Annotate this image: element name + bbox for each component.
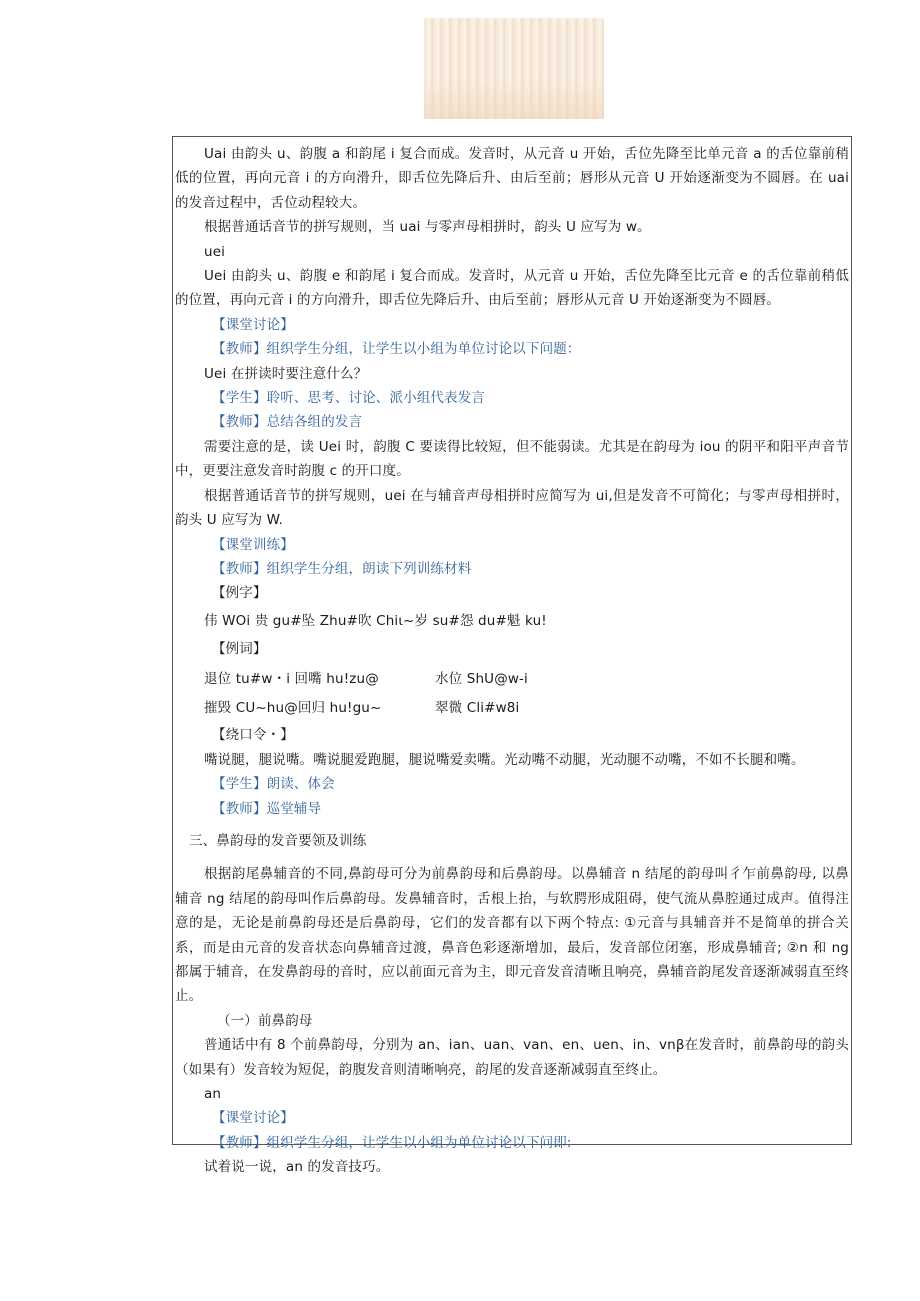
tag-classroom-training: 【课堂训练】 [212, 536, 294, 553]
uei-spelling-rule: 根据普通话音节的拼写规则，uei 在与辅音声母相拼时应简写为 ui,但是发音不可简化；与零声母相拼时，韵头 U 应写为 W. [175, 487, 849, 529]
example-words-row-2 [175, 696, 849, 720]
tag-student-read: 【学生】朗读、体会 [212, 776, 335, 793]
label-example-chars: 【例字】 [212, 585, 267, 602]
uai-spelling-rule: 根据普通话音节的拼写规则，当 uai 与零声母相拼时，韵头 U 应写为 w。 [204, 219, 651, 236]
question-uei: Uei 在拼读时要注意什么？ [204, 365, 368, 382]
label-example-words: 【例词】 [212, 641, 267, 658]
nasal-intro: 根据韵尾鼻辅音的不同,鼻韵母可分为前鼻韵母和后鼻韵母。以鼻辅音 n 结尾的韵母叫彳乍前鼻韵母, 以鼻辅音 ng 结尾的韵母叫作后鼻韵母。发鼻辅音时，舌根上抬，与软腭形成阻碍，使气流从鼻腔通过成声。值得注意的是，无论是前鼻韵母还是后鼻韵母，它们的发音都有以下两个特点: ①元音与具辅音并不是简单的拼合关系，而是由元音的发音状态向鼻辅音过渡，鼻音色彩逐渐增加，最后，发音部位闭塞，形成鼻辅音; ②n 和 ng 都属于辅音，在发鼻韵母的音时，应以前面元音为主，即元音发音清晰且响亮，鼻辅音韵尾发音逐渐减弱直至终止。 [175, 866, 849, 1005]
tag-teacher-patrol: 【教师】巡堂辅导 [212, 800, 322, 817]
example-chars: 伟 WOi 贵 gu#坠 Zhu#吹 Chiι~岁 su#怨 du#魁 ku! [204, 612, 547, 629]
question-an: 试着说一说，an 的发音技巧。 [204, 1159, 390, 1176]
example-word-1b: 水位 ShU@w-i [435, 670, 528, 687]
label-tongue-twister: 【绕口令・】 [212, 727, 294, 744]
an-heading: an [204, 1086, 222, 1103]
front-nasal-description: 普通话中有 8 个前鼻韵母，分别为 an、ian、uan、van、en、uen、in、vnβ在发音时，前鼻韵母的韵头（如果有）发音较为短促，韵腹发音则清晰响亮，韵尾的发音逐渐减弱直至终止。 [175, 1037, 849, 1078]
uei-description: Uei 由韵头 u、韵腹 e 和韵尾 i 复合而成。发音时，从元音 u 开始，舌位先降至比元音 e 的舌位靠前稍低的位置，再向元音 i 的方向滑升，即舌位先降后升、由后至前；唇形从元音 U 开始逐渐变为不圆唇。 [175, 268, 849, 309]
uai-description: Uai 由韵头 u、韵腹 a 和韵尾 i 复合而成。发音时，从元音 u 开始，舌位先降至比单元音 a 的舌位靠前稍低的位置，再向元音 i 的方向滑升，即舌位先降后升、由后至前；唇形从元音 U 开始逐渐变为不圆唇。在 uai 的发音过程中，舌位动程较大。 [175, 146, 849, 211]
section-three-heading: 三、鼻韵母的发音要领及训练 [189, 832, 367, 849]
tag-classroom-discussion: 【课堂讨论】 [212, 316, 294, 333]
example-word-2b: 翠微 Cli#w8i [435, 699, 520, 716]
tongue-twister: 嘴说腿，腿说嘴。嘴说腿爱跑腿，腿说嘴爱卖嘴。光动嘴不动腿，光动腿不动嘴，不如不长腿和嘴。 [204, 751, 805, 768]
tag-classroom-discussion-2: 【课堂讨论】 [212, 1110, 294, 1127]
tag-teacher-organize-reading: 【教师】组织学生分组，朗读下列训练材料 [212, 560, 472, 577]
lesson-content-box [172, 136, 852, 1176]
tag-teacher-organize-discussion-2: 【教师】组织学生分组，让学生以小组为单位讨论以下问即: [212, 1134, 572, 1151]
tag-student-discuss: 【学生】聆听、思考、讨论、派小组代表发言 [212, 390, 485, 407]
uei-note: 需要注意的是，读 Uei 时，韵腹 C 要读得比较短，但不能弱读。尤其是在韵母为 iou 的阴平和阳平声音节中，更要注意发音时韵腹 c 的开口度。 [175, 438, 849, 480]
header-decorative-image [424, 18, 604, 119]
tag-teacher-organize-discussion: 【教师】组织学生分组，让学生以小组为单位讨论以下问题： [212, 341, 581, 358]
example-word-2a: 摧毁 CU~hu@回归 hu!gu~ [204, 699, 382, 716]
front-nasal-subheading: （一）前鼻韵母 [217, 1012, 313, 1029]
uei-heading: uei [204, 243, 226, 260]
example-word-1a: 退位 tu#w・i 回嘴 hu!zu@ [204, 670, 379, 687]
tag-teacher-summary: 【教师】总结各组的发言 [212, 414, 363, 431]
example-words-row-1 [175, 667, 849, 691]
